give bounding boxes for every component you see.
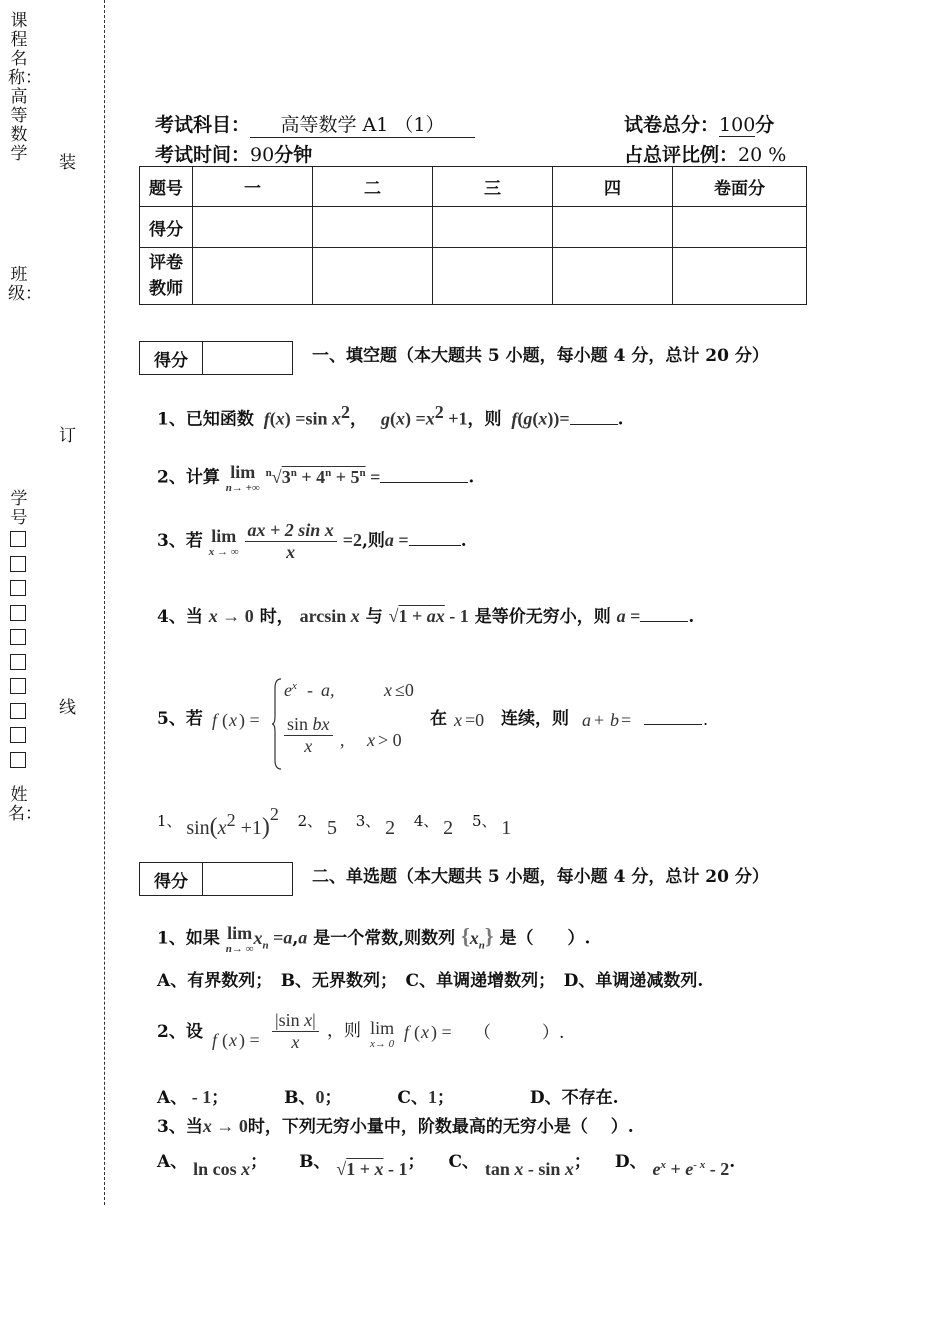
score-table — [139, 166, 807, 305]
score-cell[interactable] — [313, 207, 433, 248]
student-id-box[interactable] — [10, 629, 26, 645]
fill-question-5-formula: f ( x ) = $e^x$ - a, x ≤0 $\frac{\text{sin bx}}{x}$ , x > 0 在 x =0 连续，则 a + b = . — [212, 676, 772, 772]
binding-dashed-line — [104, 0, 105, 1205]
choice-question-2-formula: f ( x ) = $\frac{\text{|sin x|}}{x}$ ，则 lim x→ 0 f ( x ) = （ ）. — [212, 1010, 565, 1052]
total-score-line: 试卷总分：100分 — [624, 114, 775, 136]
total-score-value: 100 — [719, 114, 756, 136]
name-label: 姓名： — [8, 785, 42, 824]
fill-question-2: 2、计算 lim n→ +∞ $^n√3^n + 4^n + 5^n$ = . — [157, 462, 475, 494]
student-id-box[interactable] — [10, 605, 26, 621]
brace-icon — [272, 678, 282, 770]
student-id-label: 学号 — [10, 489, 28, 528]
fill-question-1: 1、已知函数 f(x) =sin $x^2$， $g(x) =x^2 +1$，则 f(g(x))= . — [157, 402, 624, 430]
binding-mark-zhuang: 装 — [59, 153, 76, 173]
score-cell[interactable] — [673, 207, 807, 248]
choice-question-1-options: A、有界数列； B、无界数列； C、单调递增数列； D、单调递减数列. — [157, 971, 704, 991]
grader-cell[interactable] — [433, 248, 553, 305]
class-label: 班级： — [8, 265, 42, 304]
subject-value: 高等数学 A1 （1） — [250, 110, 475, 138]
course-name-label: 课程名称：高等数学 — [8, 11, 42, 164]
student-id-box[interactable] — [10, 654, 26, 670]
table-header: 一 — [193, 167, 313, 207]
student-id-box[interactable] — [10, 703, 26, 719]
table-header: 三 — [433, 167, 553, 207]
binding-mark-ding: 订 — [59, 426, 76, 446]
score-row-label: 得分 — [140, 207, 193, 248]
table-header: 题号 — [140, 167, 193, 207]
student-id-box[interactable] — [10, 678, 26, 694]
table-header: 二 — [313, 167, 433, 207]
choice-question-2-options: A、 - 1； B、0； C、1； D、不存在. — [157, 1087, 619, 1108]
section2-title: 二、单选题（本大题共 5 小题，每小题 4 分，总计 20 分） — [312, 867, 769, 887]
fill-question-3: 3、若 lim x → ∞ $\frac{\text{ax + 2 sin x}}{x}$ =2,则a = . — [157, 520, 467, 562]
grader-row-label: 评卷 教师 — [140, 248, 193, 305]
choice-question-1: 1、如果 lim n→ ∞ $x_n =a,a$ 是一个常数,则数列 $\{x_n\}$ 是（ ）. — [157, 923, 591, 955]
fill-question-5: 5、若 — [157, 709, 203, 729]
student-id-box[interactable] — [10, 580, 26, 596]
table-header: 卷面分 — [673, 167, 807, 207]
student-id-box[interactable] — [10, 531, 26, 547]
score-cell[interactable] — [553, 207, 673, 248]
section2-score-label: 得分 — [140, 863, 203, 895]
section2-score-box — [139, 862, 293, 896]
subject-line: 考试科目： 高等数学 A1 （1） — [155, 110, 475, 138]
section1-title: 一、填空题（本大题共 5 小题，每小题 4 分，总计 20 分） — [312, 346, 769, 366]
choice-question-3: 3、当x → 0时，下列无穷小量中，阶数最高的无穷小是（ ）. — [157, 1116, 634, 1137]
student-id-box[interactable] — [10, 556, 26, 572]
fill-answers: 1、 $\sin(x^2 +1)^2$ 2、 5 3、 2 4、 2 5、 1 — [157, 804, 512, 840]
student-id-box[interactable] — [10, 727, 26, 743]
grader-cell[interactable] — [193, 248, 313, 305]
score-cell[interactable] — [193, 207, 313, 248]
exam-time-line: 考试时间：90分钟 — [155, 144, 313, 166]
ratio-value: 20 % — [738, 144, 787, 166]
exam-time-value: 90 — [250, 144, 275, 166]
student-id-boxes[interactable] — [10, 531, 26, 776]
section1-score-label: 得分 — [140, 342, 203, 374]
ratio-line: 占总评比例：20 % — [624, 144, 787, 166]
grader-cell[interactable] — [673, 248, 807, 305]
choice-question-2: 2、设 — [157, 1022, 203, 1042]
table-header: 四 — [553, 167, 673, 207]
choice-question-3-options: A、 ln cos x； B、 √1 + x - 1； C、 tan x - sin x； D、 $e^x + e^{- x} - 2$. — [157, 1152, 736, 1179]
student-id-box[interactable] — [10, 752, 26, 768]
binding-mark-xian: 线 — [59, 698, 76, 718]
fill-question-4: 4、当 x → 0 时， arcsin x 与 √1 + ax - 1 是等价无穷小，则 a = . — [157, 606, 695, 627]
grader-cell[interactable] — [313, 248, 433, 305]
section1-score-box — [139, 341, 293, 375]
grader-cell[interactable] — [553, 248, 673, 305]
score-cell[interactable] — [433, 207, 553, 248]
